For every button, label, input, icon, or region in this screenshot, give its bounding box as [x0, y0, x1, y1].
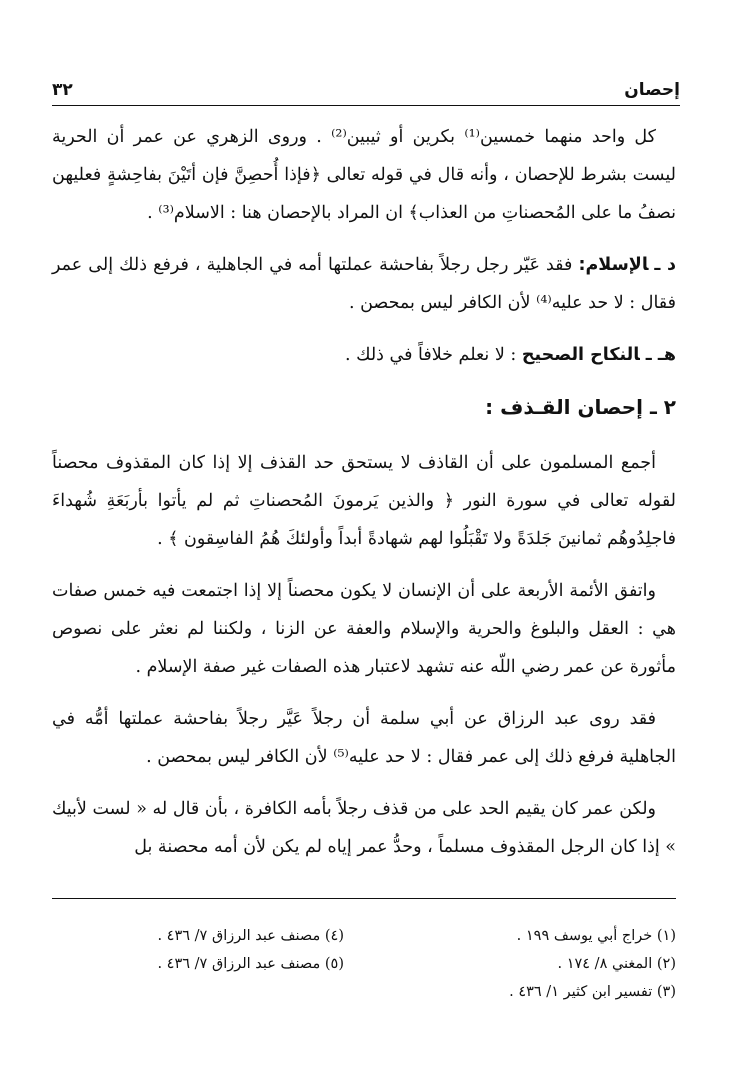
item-term: الإسلام: — [578, 255, 649, 275]
footnote-divider — [52, 898, 676, 899]
paragraph-3: فقد روى عبد الرزاق عن أبي سلمة أن رجلاً عَيَّر رجلاً بفاحشة عملتها أمُّه في الجاهلية فرفع ذلك إلى عمر فقال : لا حد عليه⁽⁵⁾ لأن الكافر ليس بمحصن . — [52, 709, 676, 767]
list-item-d — [52, 246, 676, 322]
footnote: (٥) مصنف عبد الرزاق ٧/ ٤٣٦ . — [157, 956, 344, 972]
paragraph-top: كل واحد منهما خمسين⁽¹⁾ بكرين أو ثيبين⁽²⁾ . وروى الزهري عن عمر أن الحرية ليست بشرط للإحصان ، وأنه قال في قوله تعالى ﴿فإذا أُحصِنَّ فإن أتَيْنَ بفاحِشةٍ فعليهن نصفُ ما على المُحصناتِ من العذاب﴾ ان المراد بالإحصان هنا : الاسلام⁽³⁾ . — [52, 127, 676, 223]
paragraph-4: ولكن عمر كان يقيم الحد على من قذف رجلاً بأمه الكافرة ، بأن قال له « لست لأبيك » إذا كان الرجل المقذوف مسلماً ، وحدُّ عمر إياه لم يكن لأن أمه محصنة بل — [52, 799, 676, 857]
page-body — [52, 118, 676, 880]
item-text: : لا نعلم خلافاً في ذلك . — [344, 345, 522, 365]
footnote: (٣) تفسير ابن كثير ١/ ٤٣٦ . — [509, 984, 676, 1000]
footnote: (٤) مصنف عبد الرزاق ٧/ ٤٣٦ . — [157, 928, 344, 944]
running-title: إحصان — [624, 80, 680, 100]
footnotes — [52, 922, 676, 1006]
page-header — [52, 66, 680, 106]
item-term: النكاح الصحيح — [521, 345, 640, 365]
item-label: هـ ـ — [645, 345, 676, 365]
footnote: (١) خراج أبي يوسف ١٩٩ . — [516, 928, 676, 944]
item-text: فقد عَيّر رجل رجلاً بفاحشة عملتها أمه في الجاهلية ، فرفع ذلك إلى عمر فقال : لا حد عليه⁽⁴⁾ لأن الكافر ليس بمحصن . — [52, 255, 676, 313]
footnote: (٢) المغني ٨/ ١٧٤ . — [557, 956, 676, 972]
list-item-h — [52, 336, 676, 374]
paragraph-2: واتفق الأئمة الأربعة على أن الإنسان لا يكون محصناً إلا إذا اجتمعت فيه خمس صفات هي : العقل والبلوغ والحرية والإسلام والعفة عن الزنا ، ولكننا لم نعثر على نصوص مأثورة عن عمر رضي اللّه عنه تشهد لاعتبار هذه الصفات غير صفة الإسلام . — [52, 581, 676, 677]
item-label: د ـ — [654, 255, 676, 275]
paragraph-1: أجمع المسلمون على أن القاذف لا يستحق حد القذف إلا إذا كان المقذوف محصناً لقوله تعالى في سورة النور ﴿ والذين يَرمونَ المُحصناتِ ثم لم يأتوا بأربَعَةِ شُهداءَ فاجلِدُوهُم ثمانينَ جَلدَةً ولا تَقْبَلُوا لهم شهادةً أبداً وأولئكَ هُمُ الفاسِقون ﴾ . — [52, 453, 676, 549]
page-number: ٣٢ — [52, 80, 73, 100]
section-heading: ٢ ـ إحصان القـذف : — [485, 395, 676, 419]
footnotes-left-column — [52, 922, 344, 1006]
footnotes-right-column — [384, 922, 676, 1006]
